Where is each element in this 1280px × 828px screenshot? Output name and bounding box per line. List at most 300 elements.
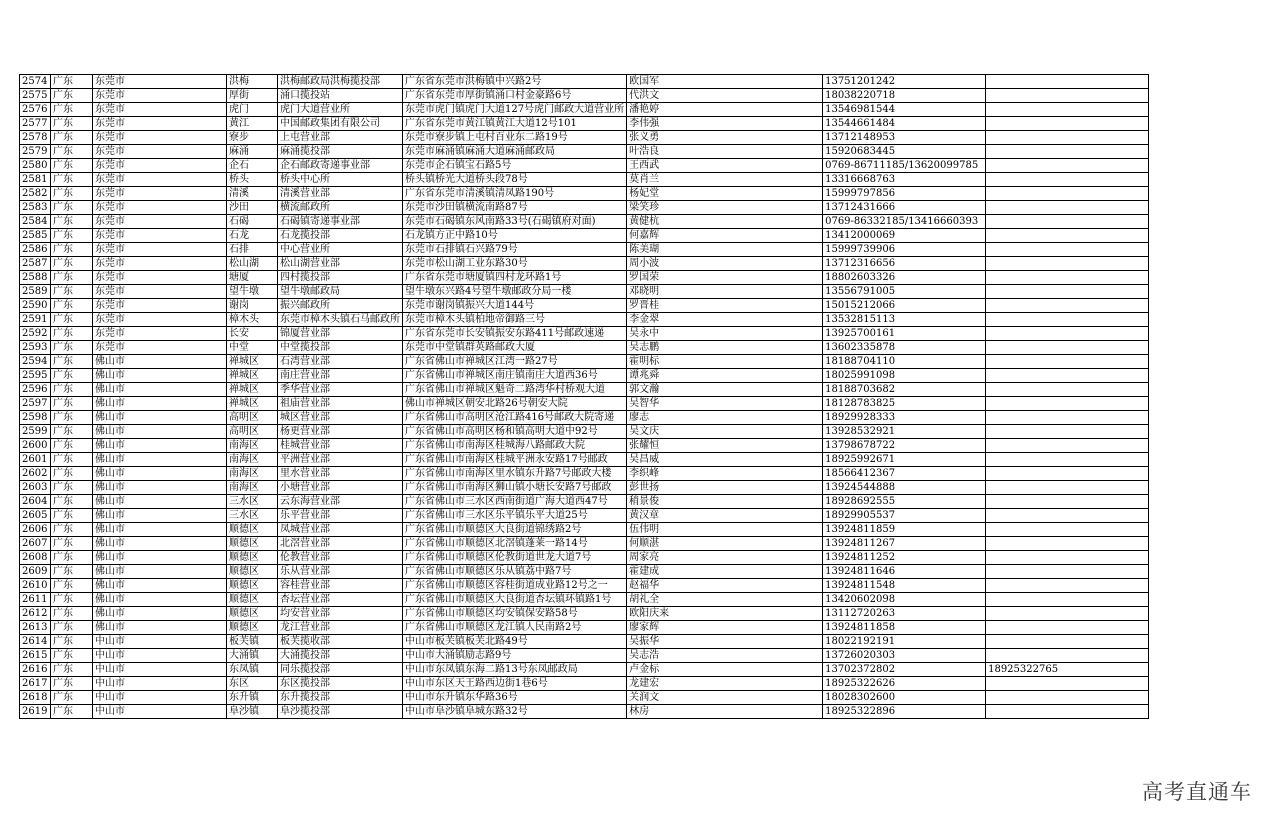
phone-cell: 13751201242 [823, 75, 986, 89]
address-cell: 东莞市谢岗镇振兴大道144号 [403, 299, 627, 313]
contact-cell: 周家亮 [627, 551, 823, 565]
province-cell: 广东 [51, 705, 93, 719]
outlet-cell: 乐平营业部 [278, 509, 403, 523]
extra-phone-cell [986, 425, 1149, 439]
address-cell: 广东省东莞市厚街镇涌口村金豪路6号 [403, 89, 627, 103]
district-cell: 东升镇 [227, 691, 278, 705]
outlet-cell: 中堂揽投部 [278, 341, 403, 355]
row-number-cell: 2614 [20, 635, 51, 649]
extra-phone-cell [986, 397, 1149, 411]
district-cell: 禅城区 [227, 397, 278, 411]
phone-cell: 13556791005 [823, 285, 986, 299]
row-number-cell: 2584 [20, 215, 51, 229]
phone-cell: 18022192191 [823, 635, 986, 649]
city-cell: 佛山市 [93, 439, 227, 453]
extra-phone-cell [986, 691, 1149, 705]
table-row [20, 173, 1149, 187]
outlet-cell: 横流邮政所 [278, 201, 403, 215]
city-cell: 东莞市 [93, 257, 227, 271]
extra-phone-cell [986, 705, 1149, 719]
city-cell: 东莞市 [93, 243, 227, 257]
contact-cell: 邓晓明 [627, 285, 823, 299]
row-number-cell: 2617 [20, 677, 51, 691]
table-row [20, 663, 1149, 677]
city-cell: 东莞市 [93, 159, 227, 173]
extra-phone-cell [986, 145, 1149, 159]
district-cell: 长安 [227, 327, 278, 341]
table-row [20, 579, 1149, 593]
city-cell: 东莞市 [93, 103, 227, 117]
row-number-cell: 2604 [20, 495, 51, 509]
province-cell: 广东 [51, 145, 93, 159]
district-cell: 东区 [227, 677, 278, 691]
address-cell: 东莞市石排镇石兴路79号 [403, 243, 627, 257]
province-cell: 广东 [51, 383, 93, 397]
address-cell: 广东省佛山市三水区乐平镇乐平大道25号 [403, 509, 627, 523]
district-cell: 顺德区 [227, 607, 278, 621]
extra-phone-cell [986, 159, 1149, 173]
district-cell: 南海区 [227, 453, 278, 467]
table-row [20, 649, 1149, 663]
contact-cell: 张义勇 [627, 131, 823, 145]
district-cell: 禅城区 [227, 383, 278, 397]
district-cell: 顺德区 [227, 537, 278, 551]
address-cell: 广东省东莞市塘厦镇四村龙环路1号 [403, 271, 627, 285]
city-cell: 佛山市 [93, 453, 227, 467]
city-cell: 东莞市 [93, 201, 227, 215]
outlet-cell: 板芙揽收部 [278, 635, 403, 649]
table-row [20, 229, 1149, 243]
phone-cell: 13316668763 [823, 173, 986, 187]
table-row [20, 509, 1149, 523]
extra-phone-cell [986, 299, 1149, 313]
outlet-cell: 中国邮政集团有限公司 [278, 117, 403, 131]
table-row [20, 131, 1149, 145]
table-row [20, 369, 1149, 383]
phone-cell: 13924811548 [823, 579, 986, 593]
province-cell: 广东 [51, 523, 93, 537]
district-cell: 板芙镇 [227, 635, 278, 649]
outlet-cell: 虎门大道营业所 [278, 103, 403, 117]
city-cell: 东莞市 [93, 187, 227, 201]
district-cell: 洪梅 [227, 75, 278, 89]
address-cell: 东莞市麻涌镇麻涌大道麻涌邮政局 [403, 145, 627, 159]
phone-cell: 13546981544 [823, 103, 986, 117]
contact-cell: 霍明标 [627, 355, 823, 369]
contact-cell: 罗国荣 [627, 271, 823, 285]
address-cell: 广东省佛山市顺德区容桂街道成业路12号之一 [403, 579, 627, 593]
province-cell: 广东 [51, 467, 93, 481]
phone-cell: 13925700161 [823, 327, 986, 341]
row-number-cell: 2587 [20, 257, 51, 271]
table-row [20, 313, 1149, 327]
contact-cell: 卢金标 [627, 663, 823, 677]
city-cell: 佛山市 [93, 369, 227, 383]
row-number-cell: 2597 [20, 397, 51, 411]
district-cell: 顺德区 [227, 593, 278, 607]
contact-table [19, 74, 1149, 719]
table-row [20, 145, 1149, 159]
district-cell: 松山湖 [227, 257, 278, 271]
province-cell: 广东 [51, 89, 93, 103]
row-number-cell: 2575 [20, 89, 51, 103]
address-cell: 广东省东莞市清溪镇清凤路190号 [403, 187, 627, 201]
district-cell: 石龙 [227, 229, 278, 243]
province-cell: 广东 [51, 509, 93, 523]
outlet-cell: 上屯营业部 [278, 131, 403, 145]
outlet-cell: 东莞市樟木头镇石马邮政所 [278, 313, 403, 327]
table-row [20, 607, 1149, 621]
extra-phone-cell [986, 621, 1149, 635]
table-row [20, 271, 1149, 285]
phone-cell: 18128783825 [823, 397, 986, 411]
extra-phone-cell [986, 579, 1149, 593]
city-cell: 东莞市 [93, 173, 227, 187]
extra-phone-cell [986, 131, 1149, 145]
row-number-cell: 2579 [20, 145, 51, 159]
outlet-cell: 小塘营业部 [278, 481, 403, 495]
extra-phone-cell [986, 509, 1149, 523]
address-cell: 中山市东凤镇东海二路13号东凤邮政局 [403, 663, 627, 677]
row-number-cell: 2601 [20, 453, 51, 467]
city-cell: 中山市 [93, 663, 227, 677]
address-cell: 广东省佛山市顺德区龙江镇人民南路2号 [403, 621, 627, 635]
address-cell: 桥头镇桥光大道桥头段78号 [403, 173, 627, 187]
province-cell: 广东 [51, 691, 93, 705]
row-number-cell: 2582 [20, 187, 51, 201]
province-cell: 广东 [51, 481, 93, 495]
province-cell: 广东 [51, 495, 93, 509]
province-cell: 广东 [51, 677, 93, 691]
address-cell: 石龙镇方正中路10号 [403, 229, 627, 243]
table-row [20, 117, 1149, 131]
phone-cell: 18038220718 [823, 89, 986, 103]
city-cell: 佛山市 [93, 565, 227, 579]
contact-cell: 吴振华 [627, 635, 823, 649]
province-cell: 广东 [51, 201, 93, 215]
extra-phone-cell [986, 327, 1149, 341]
extra-phone-cell [986, 523, 1149, 537]
row-number-cell: 2603 [20, 481, 51, 495]
table-row [20, 103, 1149, 117]
contact-cell: 伍伟明 [627, 523, 823, 537]
province-cell: 广东 [51, 299, 93, 313]
row-number-cell: 2585 [20, 229, 51, 243]
outlet-cell: 乐从营业部 [278, 565, 403, 579]
province-cell: 广东 [51, 131, 93, 145]
phone-cell: 18566412367 [823, 467, 986, 481]
contact-cell: 吴志鹏 [627, 341, 823, 355]
row-number-cell: 2588 [20, 271, 51, 285]
phone-cell: 18028302600 [823, 691, 986, 705]
extra-phone-cell [986, 243, 1149, 257]
phone-cell: 13798678722 [823, 439, 986, 453]
extra-phone-cell [986, 439, 1149, 453]
city-cell: 中山市 [93, 677, 227, 691]
extra-phone-cell [986, 537, 1149, 551]
outlet-cell: 同乐揽投部 [278, 663, 403, 677]
district-cell: 顺德区 [227, 579, 278, 593]
city-cell: 佛山市 [93, 425, 227, 439]
province-cell: 广东 [51, 271, 93, 285]
contact-cell: 李织峰 [627, 467, 823, 481]
contact-cell: 吴智华 [627, 397, 823, 411]
extra-phone-cell [986, 635, 1149, 649]
outlet-cell: 洪梅邮政局洪梅揽投部 [278, 75, 403, 89]
province-cell: 广东 [51, 551, 93, 565]
table-row [20, 537, 1149, 551]
contact-cell: 周小波 [627, 257, 823, 271]
outlet-cell: 涌口揽投站 [278, 89, 403, 103]
extra-phone-cell [986, 257, 1149, 271]
city-cell: 佛山市 [93, 481, 227, 495]
row-number-cell: 2613 [20, 621, 51, 635]
contact-cell: 何嘉辉 [627, 229, 823, 243]
contact-cell: 梁笑珍 [627, 201, 823, 215]
table-row [20, 635, 1149, 649]
contact-cell: 霍建成 [627, 565, 823, 579]
contact-cell: 黄汉章 [627, 509, 823, 523]
phone-cell: 18925992671 [823, 453, 986, 467]
address-cell: 广东省佛山市南海区里水镇东升路7号邮政大楼 [403, 467, 627, 481]
contact-cell: 吴志浩 [627, 649, 823, 663]
address-cell: 广东省佛山市顺德区大良街道杏坛镇环镇路1号 [403, 593, 627, 607]
row-number-cell: 2577 [20, 117, 51, 131]
phone-cell: 13924811267 [823, 537, 986, 551]
address-cell: 中山市阜沙镇阜城东路32号 [403, 705, 627, 719]
table-row [20, 285, 1149, 299]
contact-cell: 叶浩良 [627, 145, 823, 159]
phone-cell: 18188704110 [823, 355, 986, 369]
contact-cell: 廖家辉 [627, 621, 823, 635]
province-cell: 广东 [51, 537, 93, 551]
phone-cell: 13924811252 [823, 551, 986, 565]
extra-phone-cell [986, 201, 1149, 215]
contact-cell: 李金翠 [627, 313, 823, 327]
address-cell: 广东省东莞市黄江镇黄江大道12号101 [403, 117, 627, 131]
phone-cell: 13702372802 [823, 663, 986, 677]
outlet-cell: 杏坛营业部 [278, 593, 403, 607]
extra-phone-cell [986, 649, 1149, 663]
district-cell: 大涌镇 [227, 649, 278, 663]
outlet-cell: 龙江营业部 [278, 621, 403, 635]
phone-cell: 18928692555 [823, 495, 986, 509]
row-number-cell: 2586 [20, 243, 51, 257]
district-cell: 寮步 [227, 131, 278, 145]
province-cell: 广东 [51, 453, 93, 467]
outlet-cell: 企石邮政寄递事业部 [278, 159, 403, 173]
outlet-cell: 振兴邮政所 [278, 299, 403, 313]
table-row [20, 355, 1149, 369]
city-cell: 佛山市 [93, 621, 227, 635]
outlet-cell: 石龙揽投部 [278, 229, 403, 243]
outlet-cell: 桂城营业部 [278, 439, 403, 453]
phone-cell: 13544661484 [823, 117, 986, 131]
city-cell: 东莞市 [93, 285, 227, 299]
province-cell: 广东 [51, 117, 93, 131]
row-number-cell: 2595 [20, 369, 51, 383]
province-cell: 广东 [51, 425, 93, 439]
extra-phone-cell [986, 117, 1149, 131]
province-cell: 广东 [51, 593, 93, 607]
phone-cell: 13532815113 [823, 313, 986, 327]
address-cell: 广东省佛山市顺德区均安镇保安路58号 [403, 607, 627, 621]
table-row [20, 691, 1149, 705]
contact-cell: 黄健杭 [627, 215, 823, 229]
table-row [20, 187, 1149, 201]
phone-cell: 13420602098 [823, 593, 986, 607]
phone-cell: 13712148953 [823, 131, 986, 145]
contact-cell: 张耀恒 [627, 439, 823, 453]
phone-cell: 13924811646 [823, 565, 986, 579]
city-cell: 东莞市 [93, 327, 227, 341]
province-cell: 广东 [51, 187, 93, 201]
province-cell: 广东 [51, 579, 93, 593]
city-cell: 佛山市 [93, 467, 227, 481]
extra-phone-cell [986, 565, 1149, 579]
phone-cell: 0769-86711185/13620099785 [823, 159, 986, 173]
district-cell: 石碣 [227, 215, 278, 229]
phone-cell: 18802603326 [823, 271, 986, 285]
table-row [20, 397, 1149, 411]
outlet-cell: 城区营业部 [278, 411, 403, 425]
outlet-cell: 麻涌揽投部 [278, 145, 403, 159]
district-cell: 厚街 [227, 89, 278, 103]
phone-cell: 18025991098 [823, 369, 986, 383]
phone-cell: 13924811858 [823, 621, 986, 635]
district-cell: 麻涌 [227, 145, 278, 159]
row-number-cell: 2606 [20, 523, 51, 537]
extra-phone-cell [986, 411, 1149, 425]
table-row [20, 467, 1149, 481]
province-cell: 广东 [51, 229, 93, 243]
province-cell: 广东 [51, 663, 93, 677]
address-cell: 广东省佛山市高明区杨和镇高明大道中92号 [403, 425, 627, 439]
phone-cell: 13928532921 [823, 425, 986, 439]
district-cell: 南海区 [227, 467, 278, 481]
address-cell: 广东省东莞市洪梅镇中兴路2号 [403, 75, 627, 89]
extra-phone-cell [986, 551, 1149, 565]
district-cell: 虎门 [227, 103, 278, 117]
row-number-cell: 2607 [20, 537, 51, 551]
district-cell: 望牛墩 [227, 285, 278, 299]
extra-phone-cell [986, 285, 1149, 299]
table-row [20, 383, 1149, 397]
extra-phone-cell [986, 313, 1149, 327]
contact-cell: 李伟强 [627, 117, 823, 131]
contact-cell: 龙建宏 [627, 677, 823, 691]
outlet-cell: 石碣镇寄递事业部 [278, 215, 403, 229]
row-number-cell: 2578 [20, 131, 51, 145]
contact-cell: 杨妃堂 [627, 187, 823, 201]
outlet-cell: 四村揽投部 [278, 271, 403, 285]
address-cell: 东莞市虎门镇虎门大道127号虎门邮政大道营业所 [403, 103, 627, 117]
table-row [20, 495, 1149, 509]
province-cell: 广东 [51, 649, 93, 663]
table-row [20, 201, 1149, 215]
row-number-cell: 2609 [20, 565, 51, 579]
address-cell: 中山市板芙镇板芙北路49号 [403, 635, 627, 649]
extra-phone-cell [986, 271, 1149, 285]
outlet-cell: 东升揽投部 [278, 691, 403, 705]
phone-cell: 13112720263 [823, 607, 986, 621]
outlet-cell: 平洲营业部 [278, 453, 403, 467]
province-cell: 广东 [51, 635, 93, 649]
province-cell: 广东 [51, 327, 93, 341]
row-number-cell: 2593 [20, 341, 51, 355]
province-cell: 广东 [51, 75, 93, 89]
city-cell: 佛山市 [93, 593, 227, 607]
contact-cell: 陈美瑚 [627, 243, 823, 257]
city-cell: 东莞市 [93, 215, 227, 229]
row-number-cell: 2574 [20, 75, 51, 89]
table-row [20, 75, 1149, 89]
outlet-cell: 均安营业部 [278, 607, 403, 621]
outlet-cell: 中心营业所 [278, 243, 403, 257]
address-cell: 广东省佛山市顺德区大良街道锦绣路2号 [403, 523, 627, 537]
province-cell: 广东 [51, 159, 93, 173]
phone-cell: 18929928333 [823, 411, 986, 425]
phone-cell: 13726020303 [823, 649, 986, 663]
table-row [20, 621, 1149, 635]
outlet-cell: 望牛墩邮政局 [278, 285, 403, 299]
province-cell: 广东 [51, 243, 93, 257]
city-cell: 东莞市 [93, 75, 227, 89]
outlet-cell: 云东海营业部 [278, 495, 403, 509]
outlet-cell: 阜沙揽投部 [278, 705, 403, 719]
city-cell: 东莞市 [93, 131, 227, 145]
phone-cell: 15015212066 [823, 299, 986, 313]
row-number-cell: 2602 [20, 467, 51, 481]
contact-cell: 欧国军 [627, 75, 823, 89]
outlet-cell: 松山湖营业部 [278, 257, 403, 271]
contact-cell: 何顺湛 [627, 537, 823, 551]
address-cell: 望牛墩东兴路4号望牛墩邮政分局一楼 [403, 285, 627, 299]
district-cell: 樟木头 [227, 313, 278, 327]
district-cell: 东凤镇 [227, 663, 278, 677]
city-cell: 东莞市 [93, 271, 227, 285]
province-cell: 广东 [51, 313, 93, 327]
row-number-cell: 2576 [20, 103, 51, 117]
district-cell: 三水区 [227, 509, 278, 523]
table-row [20, 89, 1149, 103]
outlet-cell: 杨更营业部 [278, 425, 403, 439]
address-cell: 广东省佛山市顺德区北滘镇蓬莱一路14号 [403, 537, 627, 551]
table-row [20, 159, 1149, 173]
extra-phone-cell [986, 103, 1149, 117]
extra-phone-cell [986, 495, 1149, 509]
city-cell: 中山市 [93, 705, 227, 719]
contact-cell: 林房 [627, 705, 823, 719]
district-cell: 顺德区 [227, 565, 278, 579]
address-cell: 中山市东区天王路西边街1巷6号 [403, 677, 627, 691]
extra-phone-cell [986, 229, 1149, 243]
district-cell: 高明区 [227, 425, 278, 439]
province-cell: 广东 [51, 411, 93, 425]
phone-cell: 13924811859 [823, 523, 986, 537]
district-cell: 清溪 [227, 187, 278, 201]
city-cell: 佛山市 [93, 579, 227, 593]
table-row [20, 327, 1149, 341]
city-cell: 东莞市 [93, 145, 227, 159]
province-cell: 广东 [51, 621, 93, 635]
extra-phone-cell [986, 467, 1149, 481]
district-cell: 南海区 [227, 439, 278, 453]
phone-cell: 15920683445 [823, 145, 986, 159]
row-number-cell: 2596 [20, 383, 51, 397]
table-row [20, 299, 1149, 313]
contact-cell: 吴永中 [627, 327, 823, 341]
